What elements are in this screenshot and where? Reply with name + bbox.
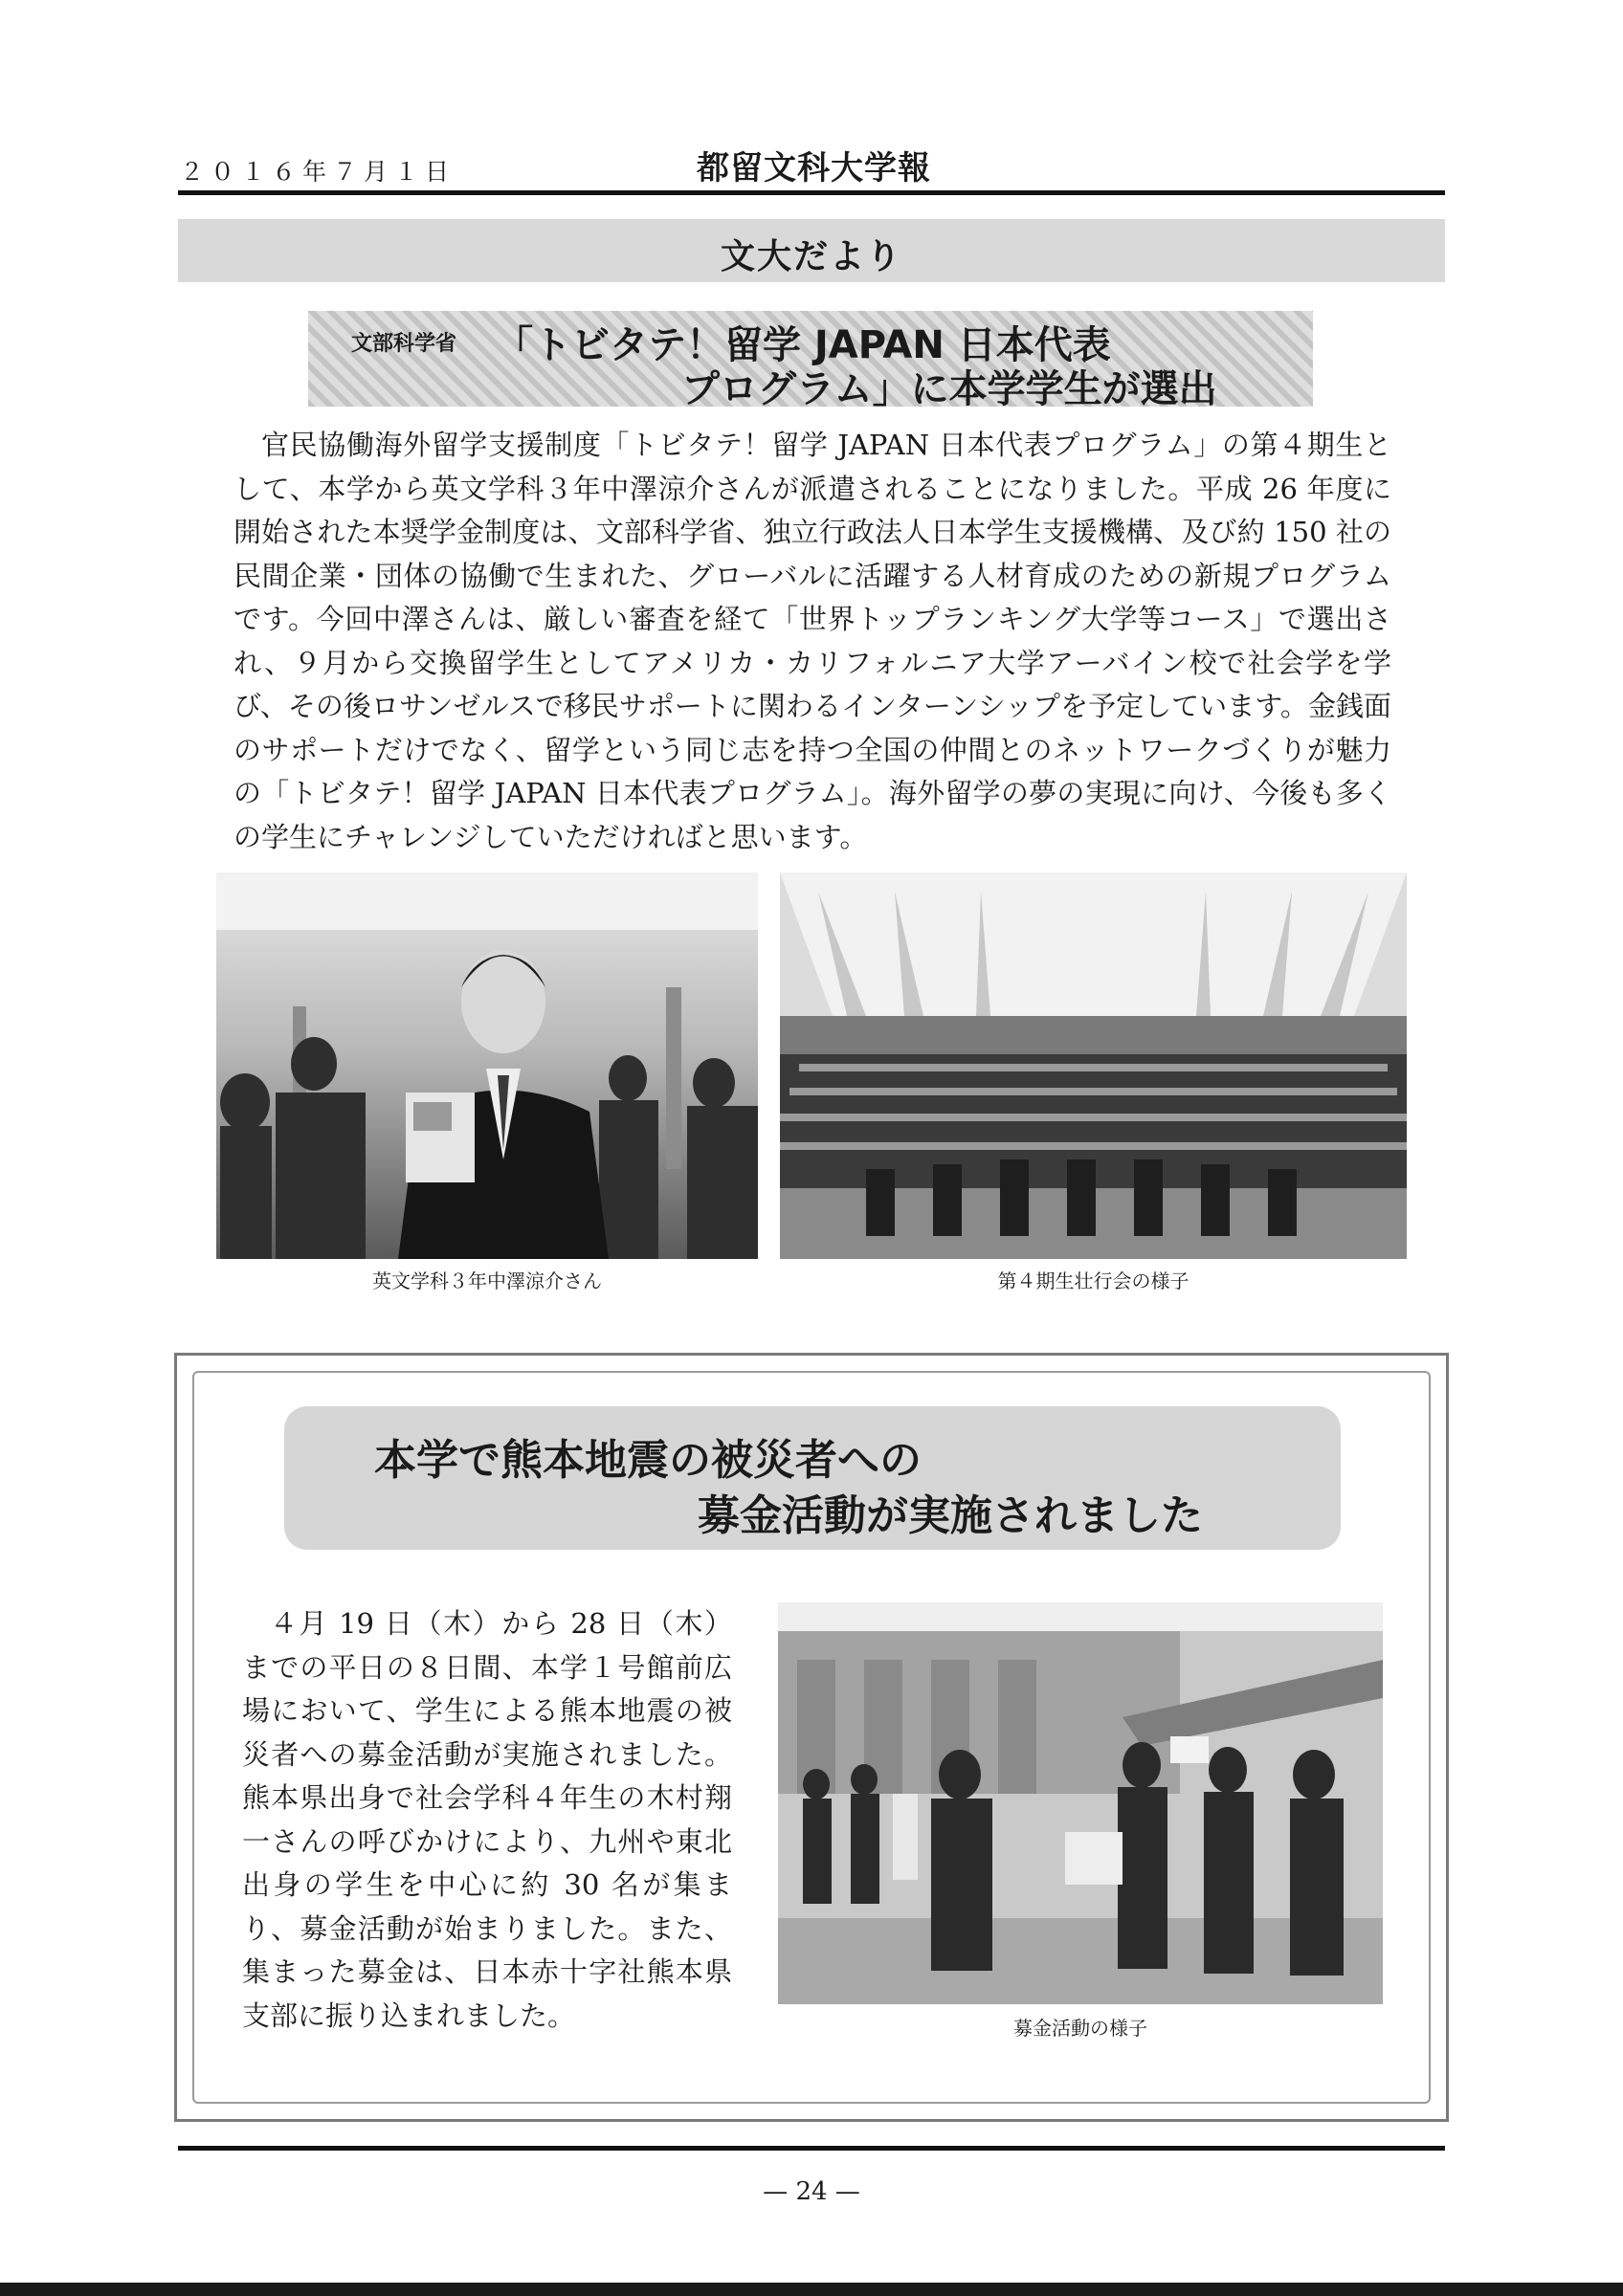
scan-edge-bar <box>0 2283 1623 2296</box>
publication-title: 都留文科大学報 <box>697 149 931 188</box>
header-rule <box>178 190 1445 195</box>
article1-headline-prefix: 文部科学省 <box>351 332 457 356</box>
photo3-caption: 募金活動の様子 <box>1013 2017 1147 2040</box>
photo2-caption: 第４期生壮行会の様子 <box>997 1269 1189 1292</box>
issue-date: ２０１６年７月１日 <box>180 158 456 186</box>
article2-headline-line1: 本学で熊本地震の被災者への <box>374 1436 922 1485</box>
article1-body: 官民協働海外留学支援制度「トビタテ！留学 JAPAN 日本代表プログラム」の第４期生として、本学から英文学科３年中澤涼介さんが派遣されることになりました。平成 26 年度に開始された本奨学金制度は、文部科学省、独立行政法人日本学生支援機構、及び約 150 社の民間企業・団体の協働で生まれた、グローバルに活躍する人材育成のための新規プログラムです。今回中澤さんは、厳しい審査を経て「世界トップランキング大学等コース」で選出され、９月から交換留学生としてアメリカ・カリフォルニア大学アーバイン校で社会学を学び、その後ロサンゼルスで移民サポートに関わるインターンシップを予定しています。金銭面のサポートだけでなく、留学という同じ志を持つ全国の仲間とのネットワークづくりが魅力の「トビタテ！留学 JAPAN 日本代表プログラム」。海外留学の夢の実現に向け、今後も多くの学生にチャレンジしていただければと思います。 <box>233 429 1391 853</box>
fundraising-photo <box>778 1602 1383 2004</box>
article2-headline-line2: 募金活動が実施されました <box>698 1491 1203 1540</box>
footer-rule <box>178 2146 1445 2151</box>
section-title: 文大だより <box>720 236 902 276</box>
article1-headline <box>308 311 1313 411</box>
send-off-ceremony-photo <box>780 872 1407 1259</box>
article2-body: ４月 19 日（木）から 28 日（木）までの平日の８日間、本学１号館前広場において、学生による熊本地震の被災者への募金活動が実施されました。熊本県出身で社会学科４年生の木村翔一さんの呼びかけにより、九州や東北出身の学生を中心に約 30 名が集まり、募金活動が始まりました。また、集まった募金は、日本赤十字社熊本県支部に振り込まれました。 <box>242 1607 732 2032</box>
section-banner <box>178 219 1445 282</box>
student-portrait-photo <box>216 872 758 1259</box>
article1-headline-line1: 「トビタテ！留学 JAPAN 日本代表 <box>495 323 1111 367</box>
article2-frame <box>174 1353 1449 2122</box>
photo1-caption: 英文学科３年中澤涼介さん <box>372 1269 602 1292</box>
article1-headline-line2: プログラム」に本学学生が選出 <box>681 367 1217 411</box>
page-number: — 24 — <box>763 2177 860 2206</box>
article2-headline <box>284 1406 1341 1550</box>
